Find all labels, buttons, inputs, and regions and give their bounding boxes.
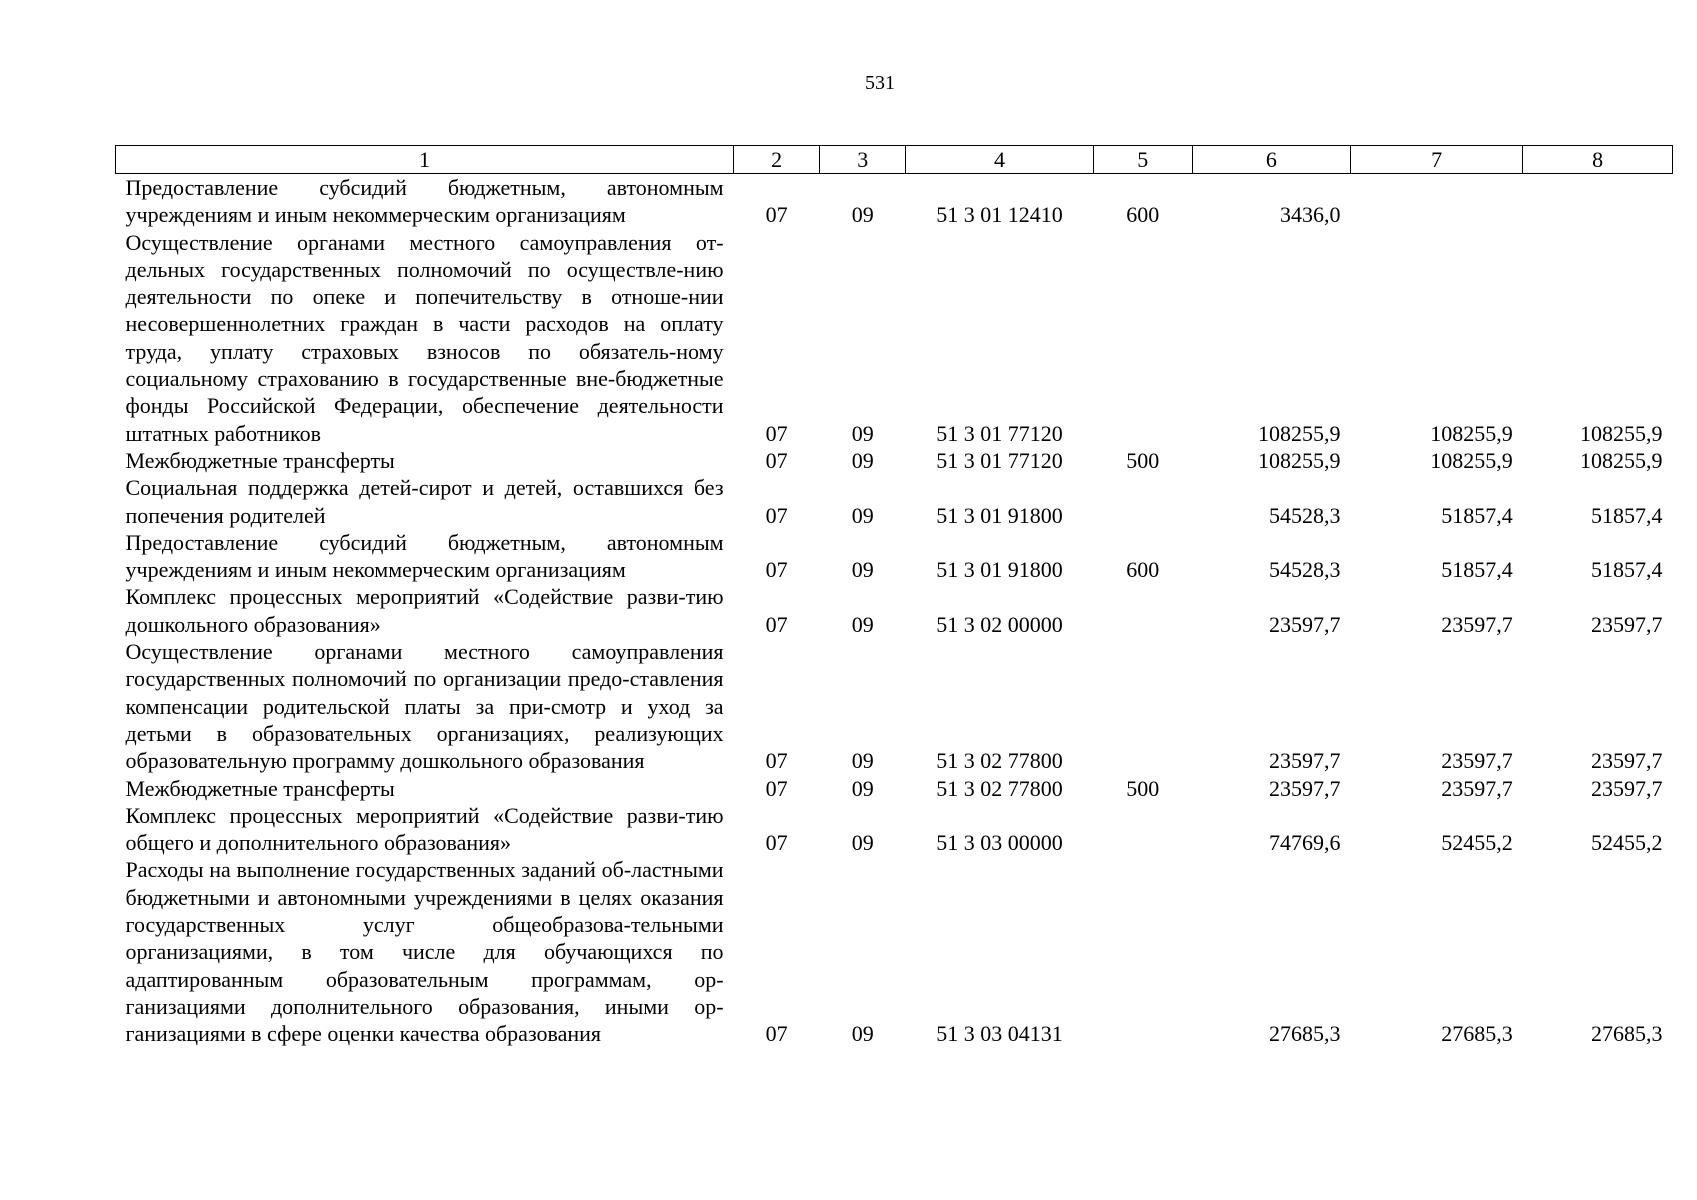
table-row [116,229,1673,447]
table-row [116,775,1673,802]
row-value-6: 27685,3 [1269,1021,1341,1047]
row-value-6: 23597,7 [1269,748,1341,774]
row-section: 07 [765,748,788,774]
row-value-7: 51857,4 [1441,557,1513,583]
row-value-6: 108255,9 [1258,447,1341,473]
row-subsection: 09 [851,447,874,473]
table-row [116,856,1673,1047]
row-subsection: 09 [851,1021,874,1047]
header-row [116,146,1673,174]
row-expense-type [1093,583,1192,638]
row-value-7: 23597,7 [1441,748,1513,774]
table-row [116,529,1673,584]
row-subsection: 09 [851,557,874,583]
row-expense-type [1093,802,1192,857]
table-body [116,174,1673,1048]
header-cell: 3 [820,146,906,174]
row-subsection: 09 [851,502,874,528]
row-name: Социальная поддержка детей-сирот и детей, оставшихся без попечения родителей [125,475,724,528]
row-value-8: 108255,9 [1580,420,1663,446]
row-value-8: 23597,7 [1591,611,1663,637]
row-value-6: 54528,3 [1269,502,1341,528]
row-target-code: 51 3 01 91800 [936,557,1063,583]
row-section: 07 [765,1021,788,1047]
row-name: Предоставление субсидий бюджетным, автономным учреждениям и иным некоммерческим организациям [125,175,724,228]
row-name: Межбюджетные трансферты [125,775,395,801]
row-expense-type [1093,229,1192,447]
row-expense-type [1093,474,1192,529]
row-target-code: 51 3 02 77800 [936,775,1063,801]
table-row [116,474,1673,529]
row-target-code: 51 3 02 00000 [936,611,1063,637]
row-value-7: 23597,7 [1441,775,1513,801]
row-target-code: 51 3 03 04131 [936,1021,1063,1047]
row-name: Осуществление органами местного самоуправления от-дельных государственных полномочий по осуществле-нию деятельности по опеке и попечительству в отноше-нии несовершеннолетних граждан в части расходов на оплату труда, уплату страховых взносов по обязатель-ному социальному страхованию в государственные вне-бюджетные фонды Российской Федерации, обеспечение деятельности штатных работников [125,229,724,446]
row-value-7 [1351,174,1523,229]
row-value-7: 52455,2 [1441,830,1513,856]
row-expense-type: 600 [1126,202,1160,228]
row-section: 07 [765,775,788,801]
row-expense-type: 600 [1126,557,1160,583]
row-target-code: 51 3 02 77800 [936,748,1063,774]
row-value-7: 23597,7 [1441,611,1513,637]
row-value-7: 27685,3 [1441,1021,1513,1047]
row-value-6: 108255,9 [1258,420,1341,446]
row-subsection: 09 [851,748,874,774]
row-value-8 [1523,174,1673,229]
row-expense-type [1093,638,1192,774]
row-target-code: 51 3 01 12410 [936,202,1063,228]
table-row [116,174,1673,229]
row-section: 07 [765,611,788,637]
row-subsection: 09 [851,775,874,801]
row-section: 07 [765,830,788,856]
row-value-7: 108255,9 [1430,447,1513,473]
row-value-8: 51857,4 [1591,502,1663,528]
row-name: Осуществление органами местного самоуправления государственных полномочий по организации предо-ставления компенсации родительской платы за при-смотр и уход за детьми в образовательных организациях, реализующих образовательную программу дошкольного образования [125,639,724,774]
row-subsection: 09 [851,611,874,637]
budget-table [115,145,1673,1048]
row-value-8: 51857,4 [1591,557,1663,583]
header-cell: 1 [116,146,734,174]
row-section: 07 [765,447,788,473]
header-cell: 8 [1523,146,1673,174]
row-value-7: 108255,9 [1430,420,1513,446]
row-section: 07 [765,420,788,446]
row-value-7: 51857,4 [1441,502,1513,528]
row-value-6: 23597,7 [1269,611,1341,637]
page-number: 531 [865,72,895,94]
row-target-code: 51 3 01 91800 [936,502,1063,528]
row-subsection: 09 [851,420,874,446]
row-name: Расходы на выполнение государственных заданий об-ластными бюджетными и автономными учреждениями в целях оказания государственных услуг общеобразова-тельными организациями, в том числе для обучающихся по адаптированным образовательным программам, ор-ганизациями дополнительного образования, иными ор-ганизациями в сфере оценки качества образования [125,857,724,1047]
row-target-code: 51 3 01 77120 [936,420,1063,446]
row-value-8: 23597,7 [1591,775,1663,801]
table-row [116,638,1673,774]
header-cell: 5 [1093,146,1192,174]
row-section: 07 [765,557,788,583]
table-header [116,146,1673,174]
row-section: 07 [765,202,788,228]
row-value-8: 23597,7 [1591,748,1663,774]
table-row [116,802,1673,857]
row-expense-type: 500 [1126,447,1160,473]
table-row [116,583,1673,638]
row-name: Комплекс процессных мероприятий «Содействие разви-тию общего и дополнительного образования» [125,802,724,856]
header-cell: 4 [906,146,1093,174]
row-subsection: 09 [851,202,874,228]
row-value-8: 108255,9 [1580,447,1663,473]
row-target-code: 51 3 01 77120 [936,447,1063,473]
row-expense-type: 500 [1126,775,1160,801]
header-cell: 6 [1192,146,1350,174]
row-value-6: 23597,7 [1269,775,1341,801]
row-value-6: 3436,0 [1280,202,1341,228]
header-cell: 2 [734,146,820,174]
row-value-6: 74769,6 [1269,830,1341,856]
row-value-8: 52455,2 [1591,830,1663,856]
row-name: Межбюджетные трансферты [125,447,395,473]
row-value-6: 54528,3 [1269,557,1341,583]
header-cell: 7 [1351,146,1523,174]
row-name: Предоставление субсидий бюджетным, автономным учреждениям и иным некоммерческим организациям [125,529,724,583]
row-expense-type [1093,856,1192,1047]
row-subsection: 09 [851,830,874,856]
row-name: Комплекс процессных мероприятий «Содействие разви-тию дошкольного образования» [125,584,724,637]
table-row [116,447,1673,474]
row-target-code: 51 3 03 00000 [936,830,1063,856]
row-section: 07 [765,502,788,528]
row-value-8: 27685,3 [1591,1021,1663,1047]
